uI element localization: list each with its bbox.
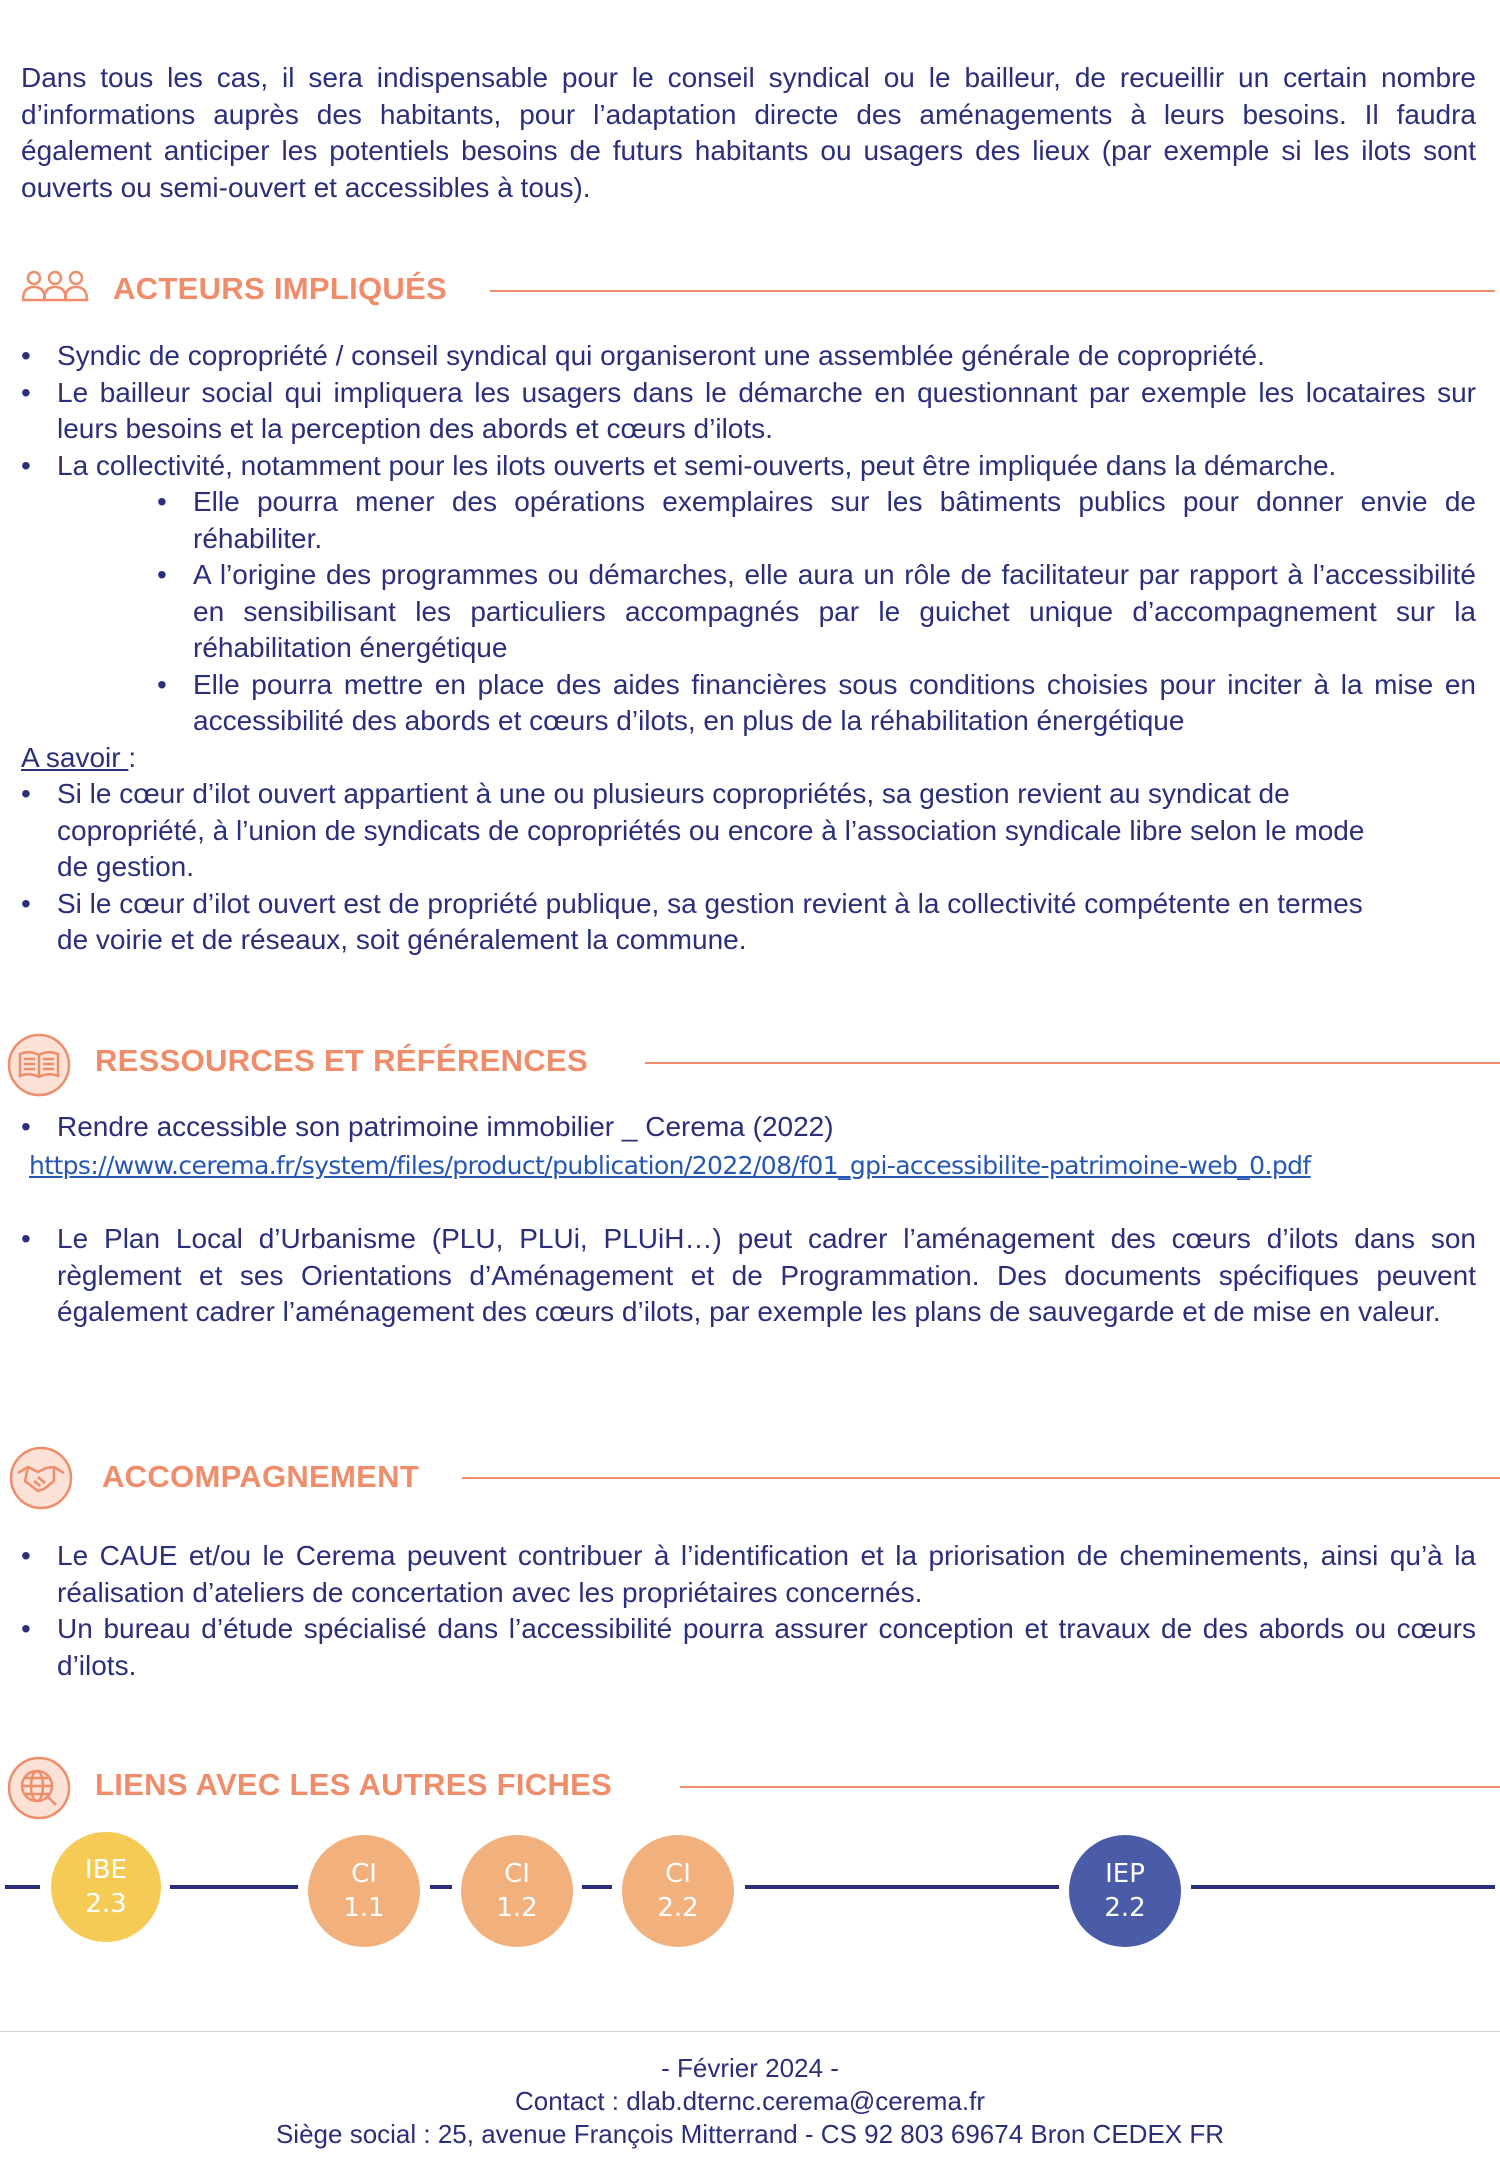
book-icon — [6, 1032, 72, 1098]
section-title-liens: LIENS AVEC LES AUTRES FICHES — [95, 1767, 613, 1802]
section-title-ressources: RESSOURCES ET RÉFÉRENCES — [95, 1043, 588, 1078]
footer-contact: Contact : dlab.dternc.cerema@cerema.fr — [514, 2086, 986, 2116]
acteurs-list — [21, 338, 1476, 740]
section-rule — [680, 1786, 1500, 1788]
globe-icon — [6, 1755, 72, 1821]
section-rule — [645, 1062, 1500, 1064]
a-savoir-label: A savoir : — [21, 742, 137, 773]
acteurs-sublist — [57, 484, 1476, 740]
list-item: • Elle pourra mettre en place des aides financières sous conditions choisies pour inciter à la mise en accessibilité des abords et cœurs d’ilots, en plus de la réhabilitation énergétique — [157, 667, 1476, 740]
list-item: • A l’origine des programmes ou démarches, elle aura un rôle de facilitateur par rapport à l’accessibilité en sensibilisant les particuliers accompagnés par le guichet unique d’accompagnement sur la réhabilitation énergétique — [157, 557, 1476, 667]
fiche-ci-1-2[interactable]: CI 1.2 — [461, 1835, 573, 1947]
section-title-acteurs: ACTEURS IMPLIQUÉS — [113, 271, 448, 306]
people-icon — [20, 268, 90, 312]
footer-siege: Siège social : 25, avenue François Mitterrand - CS 92 803 69674 Bron CEDEX FR — [275, 2119, 1225, 2149]
list-item: • Un bureau d’étude spécialisé dans l’accessibilité pourra assurer conception et travaux de des abords ou cœurs d’ilots. — [21, 1611, 1476, 1684]
section-title-accompagnement: ACCOMPAGNEMENT — [102, 1459, 420, 1494]
fiche-ci-1-1[interactable]: CI 1.1 — [308, 1835, 420, 1947]
timeline-segment — [1191, 1885, 1495, 1889]
handshake-icon — [8, 1445, 74, 1511]
cerema-publication-link[interactable]: https://www.cerema.fr/system/files/product/publication/2022/08/f01_gpi-accessibilite-patrimoine-web_0.pdf — [29, 1151, 1311, 1180]
ressources-list-2 — [21, 1221, 1476, 1331]
ressources-list-1 — [21, 1109, 1476, 1146]
list-item: • Si le cœur d’ilot ouvert est de propriété publique, sa gestion revient à la collectivité compétente en termes de voirie et de réseaux, soit généralement la commune. — [21, 886, 1391, 959]
fiche-ibe-2-3[interactable]: IBE 2.3 — [51, 1832, 161, 1942]
timeline-segment — [5, 1885, 40, 1889]
list-item: • Rendre accessible son patrimoine immobilier _ Cerema (2022) — [21, 1109, 1476, 1146]
timeline-segment — [170, 1885, 298, 1889]
a-savoir-list — [21, 776, 1391, 959]
list-item: • La collectivité, notamment pour les ilots ouverts et semi-ouverts, peut être impliquée dans la démarche. • Elle pourra mener des opérations exemplaires sur les bâtiments publics pour donner envie de réhabiliter. • A l’origine des programmes ou démarches, elle aura un rôle de facilitateur par rapport à l’accessibilité en sensibilisant les particuliers accompagnés par le guichet unique d’accompagnement sur la réhabilitation énergétique • Elle pourra mettre en place des aides financières sous conditions choisies pour inciter à la mise en accessibilité des abords et cœurs d’ilots, en plus de la réhabilitation énergétique — [21, 448, 1476, 740]
accompagnement-list — [21, 1538, 1476, 1684]
footer-divider — [0, 2031, 1500, 2032]
fiche-iep-2-2[interactable]: IEP 2.2 — [1069, 1835, 1181, 1947]
timeline-segment — [745, 1885, 1059, 1889]
list-item: • Le bailleur social qui impliquera les usagers dans le démarche en questionnant par exemple les locataires sur leurs besoins et la perception des abords et cœurs d’ilots. — [21, 375, 1476, 448]
list-item: • Si le cœur d’ilot ouvert appartient à une ou plusieurs copropriétés, sa gestion revient au syndicat de copropriété, à l’union de syndicats de copropriétés ou encore à l’association syndicale libre selon le mode de gestion. — [21, 776, 1391, 886]
section-rule — [462, 1477, 1500, 1479]
section-rule — [490, 290, 1495, 292]
footer-date: - Février 2024 - — [661, 2053, 839, 2083]
intro-paragraph: Dans tous les cas, il sera indispensable pour le conseil syndical ou le bailleur, de recueillir un certain nombre d’informations auprès des habitants, pour l’adaptation directe des aménagements à leurs besoins. Il faudra également anticiper les potentiels besoins de futurs habitants ou usagers des lieux (par exemple si les ilots sont ouverts ou semi-ouvert et accessibles à tous). — [21, 62, 1476, 203]
list-item: • Syndic de copropriété / conseil syndical qui organiseront une assemblée générale de copropriété. — [21, 338, 1476, 375]
fiches-timeline — [0, 1835, 1500, 1955]
timeline-segment — [582, 1885, 612, 1889]
fiche-ci-2-2[interactable]: CI 2.2 — [622, 1835, 734, 1947]
list-item: • Le Plan Local d’Urbanisme (PLU, PLUi, PLUiH…) peut cadrer l’aménagement des cœurs d’ilots dans son règlement et ses Orientations d’Aménagement et de Programmation. Des documents spécifiques peuvent également cadrer l’aménagement des cœurs d’ilots, par exemple les plans de sauvegarde et de mise en valeur. — [21, 1221, 1476, 1331]
list-item: • Le CAUE et/ou le Cerema peuvent contribuer à l’identification et la priorisation de cheminements, ainsi qu’à la réalisation d’ateliers de concertation avec les propriétaires concernés. — [21, 1538, 1476, 1611]
list-item: • Elle pourra mener des opérations exemplaires sur les bâtiments publics pour donner envie de réhabiliter. — [157, 484, 1476, 557]
timeline-segment — [430, 1885, 452, 1889]
